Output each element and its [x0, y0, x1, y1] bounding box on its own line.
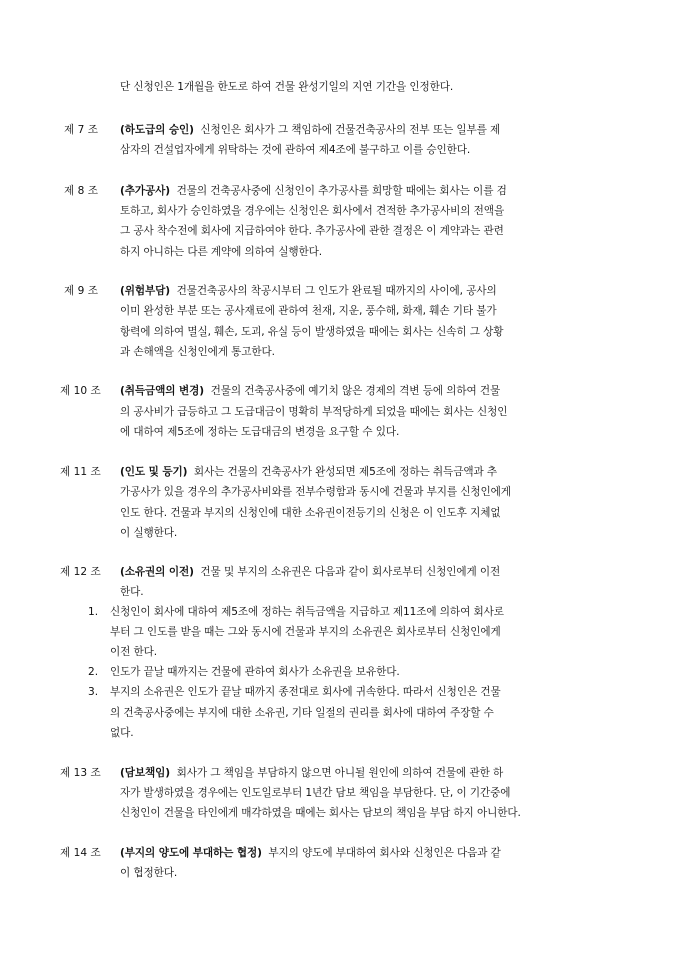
list-item-line: 의 건축공사중에는 부지에 대한 소유권, 기타 일절의 권리를 회사에 대하여 주장할 수 — [110, 707, 494, 719]
article-number: 제 13 조 — [60, 767, 101, 779]
article-title: (담보책임) — [120, 767, 171, 779]
article-title: (인도 및 등기) — [120, 466, 188, 478]
article-line: 인도 한다. 건물과 부지의 신청인에 대한 소유권이전등기의 신청은 이 인도후 지체없 — [120, 507, 501, 519]
article-title: (위험부담) — [120, 285, 171, 297]
article-line: 이 실행한다. — [120, 527, 178, 539]
article-title: (소유권의 이전) — [120, 566, 194, 578]
list-item-line: 없다. — [110, 727, 134, 739]
article-line — [120, 565, 500, 579]
article-text: 회사는 건물의 건축공사가 완성되면 제5조에 정하는 취득금액과 추 — [193, 466, 497, 478]
article-line: 항력에 의하여 멸실, 훼손, 도괴, 유실 등이 발생하였을 때에는 회사는 신속히 그 상황 — [120, 326, 504, 338]
article-line: 에 대하여 제5조에 정하는 도급대금의 변경을 요구할 수 있다. — [120, 426, 400, 438]
article-number: 제 11 조 — [60, 466, 101, 478]
article-number: 제 9 조 — [64, 285, 98, 297]
article-text: 회사가 그 책임을 부담하지 않으면 아니될 원인에 의하여 건물에 관한 하 — [176, 767, 504, 779]
article-number: 제 8 조 — [64, 185, 98, 197]
article-line: 자가 발생하였을 경우에는 인도일로부터 1년간 담보 책임을 부담한다. 단, 이 기간중에 — [120, 787, 511, 799]
article-line: 이 협정한다. — [120, 867, 178, 879]
article-line — [120, 284, 497, 298]
article-number: 제 7 조 — [64, 124, 98, 136]
article-line — [120, 123, 500, 137]
list-item-number: 2. — [88, 666, 99, 678]
list-item-line: 부터 그 인도를 받을 때는 그와 동시에 건물과 부지의 소유권은 회사로부터 신청인에게 — [110, 626, 501, 638]
article-line — [120, 766, 503, 780]
article-line — [120, 384, 500, 398]
article-line: 그 공사 착수전에 회사에 지급하여야 한다. 추가공사에 관한 결정은 이 계약과는 관련 — [120, 225, 504, 237]
article-line: 토하고, 회사가 승인하였을 경우에는 신청인은 회사에서 견적한 추가공사비의 전액을 — [120, 205, 505, 217]
list-item-line: 인도가 끝날 때까지는 건물에 관하여 회사가 소유권을 보유한다. — [110, 666, 400, 678]
article-line: 하지 아니하는 다른 계약에 의하여 실행한다. — [120, 246, 323, 258]
article-line — [120, 846, 501, 860]
article-title: (취득금액의 변경) — [120, 385, 205, 397]
article-line — [120, 184, 507, 198]
article-text: 건물의 건축공사중에 예기치 않은 경제의 격변 등에 의하여 건물 — [210, 385, 501, 397]
article-number: 제 14 조 — [60, 847, 101, 859]
article-line: 삼자의 건설업자에게 위탁하는 것에 관하여 제4조에 불구하고 이를 승인한다. — [120, 144, 471, 156]
article-text: 건물 및 부지의 소유권은 다음과 같이 회사로부터 신청인에게 이전 — [200, 566, 501, 578]
article-line: 의 공사비가 급등하고 그 도급대금이 명확히 부적당하게 되었을 때에는 회사는 신청인 — [120, 406, 508, 418]
list-item-line: 신청인이 회사에 대하여 제5조에 정하는 취득금액을 지급하고 제11조에 의하여 회사로 — [110, 606, 504, 618]
article-text: 건물의 건축공사중에 신청인이 추가공사를 희망할 때에는 회사는 이를 검 — [176, 185, 507, 197]
article-line: 과 손해액을 신청인에게 통고한다. — [120, 346, 275, 358]
article-line: 이미 완성한 부분 또는 공사재료에 관하여 천재, 지운, 풍수해, 화재, 훼손 기타 불가 — [120, 305, 497, 317]
article-title: (부지의 양도에 부대하는 협정) — [120, 847, 262, 859]
article-line: 신청인이 건물을 타인에게 매각하였을 때에는 회사는 담보의 책임을 부담 하지 아니한다. — [120, 807, 521, 819]
list-item-number: 1. — [88, 606, 99, 618]
article-title: (하도급의 승인) — [120, 124, 194, 136]
article-number: 제 12 조 — [60, 566, 101, 578]
article-line: 가공사가 있을 경우의 추가공사비와를 전부수령함과 동시에 건물과 부지를 신청인에게 — [120, 486, 511, 498]
article-text: 신청인은 회사가 그 책임하에 건물건축공사의 전부 또는 일부를 제 — [200, 124, 501, 136]
list-item-line: 부지의 소유권은 인도가 끝날 때까지 종전대로 회사에 귀속한다. 따라서 신청인은 건물 — [110, 686, 501, 698]
article-text: 부지의 양도에 부대하여 회사와 신청인은 다음과 같 — [268, 847, 501, 859]
continuation-line: 단 신청인은 1개월을 한도로 하여 건물 완성기일의 지연 기간을 인정한다. — [120, 81, 454, 93]
article-title: (추가공사) — [120, 185, 171, 197]
list-item-number: 3. — [88, 686, 99, 698]
list-item-line: 이전 한다. — [110, 646, 158, 658]
article-number: 제 10 조 — [60, 385, 101, 397]
article-line: 한다. — [120, 586, 144, 598]
article-line — [120, 465, 497, 479]
article-text: 건물건축공사의 착공시부터 그 인도가 완료될 때까지의 사이에, 공사의 — [176, 285, 497, 297]
